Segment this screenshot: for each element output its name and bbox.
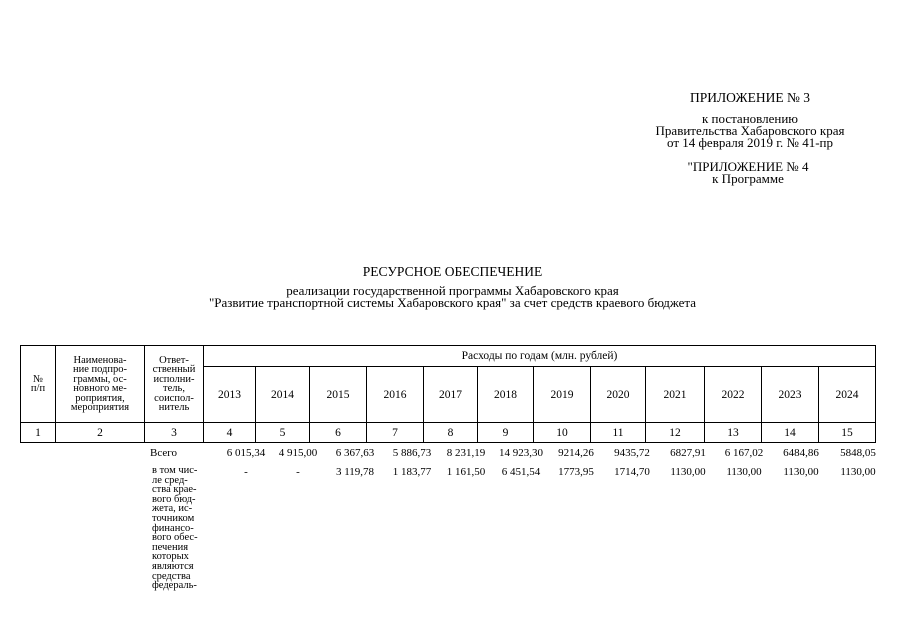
column-index-cell: 10: [534, 423, 591, 443]
header-text: Ответ-: [159, 354, 189, 366]
header-text: №: [32, 373, 44, 385]
row-value: 6 167,02: [724, 447, 764, 459]
header-text: граммы, ос-: [73, 373, 127, 385]
header-text: нитель: [158, 402, 190, 413]
row-label-line: средства: [152, 570, 191, 582]
header-text: п/п: [30, 383, 46, 394]
header-year-cell: 2015: [310, 367, 367, 423]
appendix-3-block: [630, 92, 870, 149]
row-label-line: печения: [152, 541, 189, 553]
column-index-cell: 6: [310, 423, 367, 443]
row-label-federal: [152, 466, 212, 591]
column-index-cell: 8: [424, 423, 478, 443]
row-value: 9435,72: [614, 447, 650, 459]
column-index-cell: 13: [705, 423, 762, 443]
header-year-cell: 2019: [534, 367, 591, 423]
header-text: роприятия,: [75, 392, 125, 404]
row-value: -: [244, 466, 248, 478]
document-title: РЕСУРСНОЕ ОБЕСПЕЧЕНИЕ: [362, 264, 543, 279]
header-year-cell: 2022: [705, 367, 762, 423]
row-value: 6 015,34: [226, 447, 266, 459]
document-subtitle: "Развитие транспортной системы Хабаровского края" за счет средств краевого бюджета: [208, 295, 697, 310]
header-number-cell: [21, 346, 56, 423]
header-year-cell: 2014: [256, 367, 310, 423]
header-year-cell: 2017: [424, 367, 478, 423]
column-index-cell: 3: [145, 423, 204, 443]
row-label-line: ства крае-: [152, 484, 197, 496]
row-label-line: федераль-: [152, 580, 197, 592]
column-index-cell: 14: [762, 423, 819, 443]
document-subtitle: реализации государственной программы Хабаровского края: [286, 283, 619, 298]
header-year-cell: 2018: [478, 367, 534, 423]
column-index-cell: 4: [204, 423, 256, 443]
header-responsible-cell: [145, 346, 204, 423]
row-value: 1 161,50: [446, 466, 486, 478]
appendix-3-line: к постановлению: [701, 111, 799, 126]
appendix-3-title: ПРИЛОЖЕНИЕ № 3: [689, 90, 811, 105]
row-value: 1773,95: [558, 466, 594, 478]
row-value: 6 367,63: [335, 447, 375, 459]
row-value: -: [296, 466, 300, 478]
row-value: 4 915,00: [278, 447, 318, 459]
header-year-cell: 2024: [819, 367, 876, 423]
row-value: 1130,00: [783, 466, 819, 478]
row-value: 5848,05: [840, 447, 876, 459]
header-text: исполни-: [153, 373, 195, 385]
header-text: тель,: [163, 383, 185, 394]
column-index-cell: 1: [21, 423, 56, 443]
row-value: 1130,00: [670, 466, 706, 478]
row-label-line: которых: [152, 551, 189, 563]
row-value: 1130,00: [840, 466, 876, 478]
column-index-cell: 2: [56, 423, 145, 443]
row-value: 5 886,73: [392, 447, 432, 459]
header-text: соиспол-: [154, 392, 194, 404]
column-index-cell: 9: [478, 423, 534, 443]
appendix-4-title: "ПРИЛОЖЕНИЕ № 4: [687, 159, 809, 174]
row-value: 9214,26: [558, 447, 594, 459]
row-value: 6 451,54: [501, 466, 541, 478]
row-label-line: вого обес-: [152, 532, 198, 544]
header-year-cell: 2013: [204, 367, 256, 423]
row-value: 6827,91: [670, 447, 706, 459]
row-value: 3 119,78: [335, 466, 375, 478]
row-label-line: точником: [152, 512, 195, 524]
row-value: 14 923,30: [499, 447, 543, 459]
row-value: 1 183,77: [392, 466, 432, 478]
header-text: ственный: [152, 364, 196, 375]
row-value: 8 231,19: [446, 447, 486, 459]
header-year-cell: 2020: [591, 367, 646, 423]
row-label-line: жета, ис-: [152, 503, 193, 515]
appendix-3-line: от 14 февраля 2019 г. № 41-пр: [667, 135, 833, 150]
column-index-cell: 11: [591, 423, 646, 443]
row-label-line: в том чис-: [152, 465, 198, 476]
appendix-4-line: к Программе: [712, 171, 784, 186]
row-label-total: Всего: [150, 447, 177, 459]
row-label-line: финансо-: [152, 522, 194, 534]
resource-table: [20, 345, 876, 443]
column-index-cell: 15: [819, 423, 876, 443]
row-value: 1130,00: [726, 466, 762, 478]
appendix-3-line: Правительства Хабаровского края: [655, 123, 845, 138]
header-name-cell: [56, 346, 145, 423]
row-value: 6484,86: [783, 447, 819, 459]
column-index-cell: 12: [646, 423, 705, 443]
header-text: Наименова-: [73, 354, 127, 366]
header-text: новного ме-: [73, 383, 127, 394]
appendix-4-block: [668, 161, 828, 185]
header-year-cell: 2023: [762, 367, 819, 423]
header-year-cell: 2016: [367, 367, 424, 423]
header-text: мероприятия: [70, 402, 130, 413]
row-label-line: ле сред-: [152, 474, 188, 486]
column-index-cell: 7: [367, 423, 424, 443]
column-index-cell: 5: [256, 423, 310, 443]
row-label-line: вого бюд-: [152, 493, 196, 505]
row-value: 1714,70: [614, 466, 650, 478]
header-text: ние подпро-: [72, 364, 128, 375]
row-label-line: являются: [152, 560, 194, 572]
header-expenses-title: Расходы по годам (млн. рублей): [204, 346, 876, 367]
header-year-cell: 2021: [646, 367, 705, 423]
